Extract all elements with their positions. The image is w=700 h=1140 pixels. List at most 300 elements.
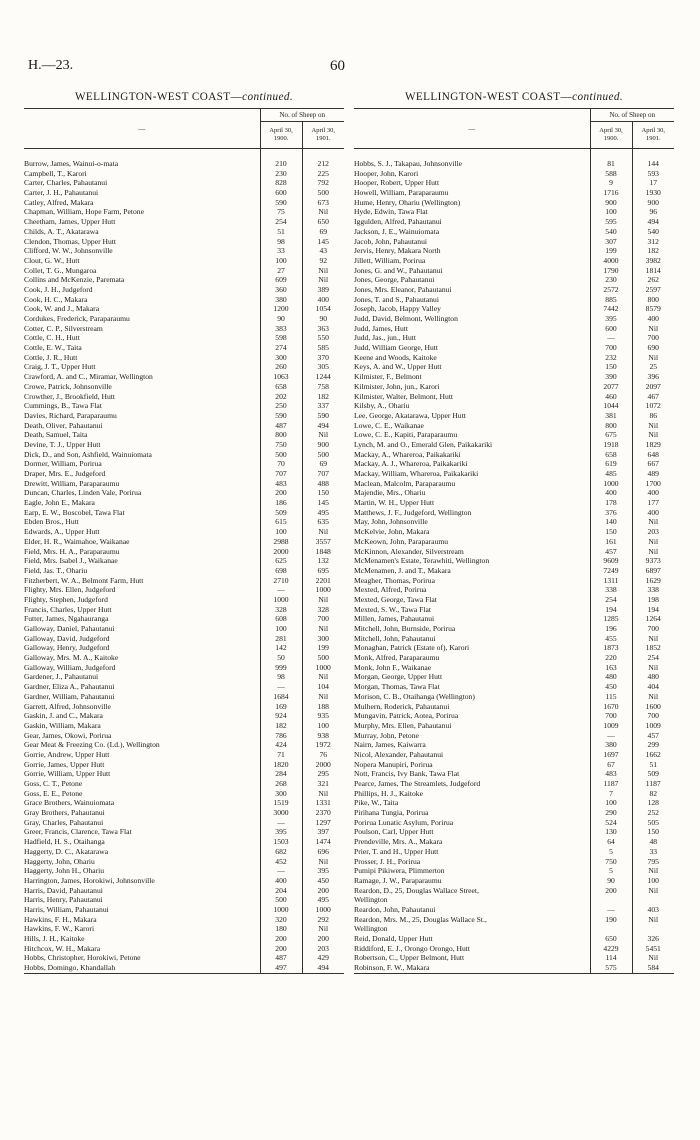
sheep-1900: 9609 xyxy=(590,556,632,566)
sheep-1901: 590 xyxy=(317,410,329,420)
sheep-1900: 232 xyxy=(590,353,632,363)
sheep-1900: 5 xyxy=(590,847,632,857)
table-row xyxy=(354,808,674,818)
owner-name: Keene and Woods, Kaitoke xyxy=(354,353,590,363)
sheep-1901: 480 xyxy=(647,672,659,682)
table-row xyxy=(24,246,344,256)
table-row xyxy=(24,643,344,653)
sheep-1901: 200 xyxy=(317,885,329,895)
table-row xyxy=(354,866,674,876)
sheep-1900: 700 xyxy=(590,343,632,353)
sheep-1901: 1930 xyxy=(645,188,661,198)
sheep-1900: 540 xyxy=(590,227,632,237)
owner-name: Murphy, Mrs. Ellen, Pahautanui xyxy=(354,721,590,731)
sheep-1901: 1054 xyxy=(315,304,331,314)
table-row xyxy=(354,362,674,372)
table-row xyxy=(24,372,344,382)
sheep-1900: 1000 xyxy=(260,595,302,605)
owner-name: Monaghan, Patrick (Estate of), Karori xyxy=(354,643,590,653)
sheep-1900: 3000 xyxy=(260,808,302,818)
table-row xyxy=(24,682,344,692)
sheep-1901: 429 xyxy=(317,953,329,963)
sheep-1900: 509 xyxy=(260,508,302,518)
sheep-1900: 485 xyxy=(590,469,632,479)
sheep-1901: 550 xyxy=(317,333,329,343)
sheep-1901: Nil xyxy=(648,352,659,362)
sheep-1901: 1000 xyxy=(315,662,331,672)
spacer-cell xyxy=(24,149,260,160)
table-row xyxy=(24,275,344,285)
sheep-1900: 1670 xyxy=(590,702,632,712)
owner-name: Crowe, Patrick, Johnsonville xyxy=(24,382,260,392)
sheep-1901: Nil xyxy=(318,788,329,798)
owner-name: Morgan, Thomas, Tawa Flat xyxy=(354,682,590,692)
sheep-1901: 363 xyxy=(317,323,329,333)
owner-name: Iggulden, Alfred, Pahautanui xyxy=(354,217,590,227)
year-1901-header xyxy=(632,122,674,149)
owner-name: McKeown, John, Paraparaumu xyxy=(354,537,590,547)
table-row xyxy=(24,866,344,876)
owner-name: Robertson, C., Upper Belmont, Hutt xyxy=(354,953,590,963)
sheep-1900: 27 xyxy=(260,266,302,276)
sheep-1901: 225 xyxy=(317,168,329,178)
owner-name: Judd, David, Belmont, Wellington xyxy=(354,314,590,324)
owner-name: Lynch, M. and O., Emerald Glen, Paikakariki xyxy=(354,440,590,450)
spacer-cell xyxy=(354,149,590,160)
sheep-1901: 48 xyxy=(649,837,658,847)
owner-name: Goss, E. E., Petone xyxy=(24,789,260,799)
spacer-cell xyxy=(260,149,302,160)
table-row xyxy=(24,595,344,605)
sheep-1900: 500 xyxy=(260,450,302,460)
sheep-1901: 150 xyxy=(317,488,329,498)
table-row xyxy=(354,837,674,847)
sheep-1900: 924 xyxy=(260,711,302,721)
table-row xyxy=(354,217,674,227)
sheep-1901: 1700 xyxy=(645,478,661,488)
sheep-1900: 1820 xyxy=(260,760,302,770)
sheep-1901: 1629 xyxy=(645,575,661,585)
owner-name: Haggerty, John H., Ohariu xyxy=(24,866,260,876)
sheep-1900: 595 xyxy=(590,217,632,227)
sheep-1901: 2597 xyxy=(645,284,661,294)
sheep-1900: 64 xyxy=(590,837,632,847)
owner-name: Meagher, Thomas, Porirua xyxy=(354,576,590,586)
table-row xyxy=(354,944,674,954)
sheep-1901: 33 xyxy=(649,846,658,856)
owner-name: Gaskin, William, Makara xyxy=(24,721,260,731)
owner-name: May, John, Johnsonville xyxy=(354,517,590,527)
table-row xyxy=(354,663,674,673)
sheep-1900: 2000 xyxy=(260,547,302,557)
owner-name: Jones, George, Pahautanui xyxy=(354,275,590,285)
owner-name: Robinson, F. W., Makara xyxy=(354,963,590,973)
table-row xyxy=(354,915,674,925)
sheep-1900: 390 xyxy=(590,372,632,382)
table-row xyxy=(354,421,674,431)
sheep-1901: 203 xyxy=(647,527,659,537)
sheep-1901: Nil xyxy=(648,662,659,672)
sheep-1900: 230 xyxy=(590,275,632,285)
table-row xyxy=(24,527,344,537)
table-row xyxy=(24,440,344,450)
owner-name: Gardner, William, Pahautanui xyxy=(24,692,260,702)
sheep-1901: 700 xyxy=(317,614,329,624)
sheep-1900: 300 xyxy=(260,789,302,799)
sheep-1900: 450 xyxy=(590,682,632,692)
sheep-1900: 98 xyxy=(260,672,302,682)
owner-name: Jones, G. and W., Pahautanui xyxy=(354,266,590,276)
owner-name: Dormer, William, Porirua xyxy=(24,459,260,469)
sheep-1900: 51 xyxy=(260,227,302,237)
table-row xyxy=(24,692,344,702)
owner-name: Hobbs, Christopher, Horokiwi, Petone xyxy=(24,953,260,963)
owner-name: Cook, W. and J., Makara xyxy=(24,304,260,314)
owner-name: Mackay, William, Whareroa, Paikakariki xyxy=(354,469,590,479)
owner-name: Jervis, Henry, Makara North xyxy=(354,246,590,256)
sheep-1900: 4229 xyxy=(590,944,632,954)
table-row xyxy=(354,508,674,518)
owner-name: Drewitt, William, Paraparaumu xyxy=(24,479,260,489)
sheep-1901: Nil xyxy=(648,536,659,546)
table-row xyxy=(354,469,674,479)
sheep-1901: 635 xyxy=(317,517,329,527)
owner-name: Wellington xyxy=(354,895,590,905)
owner-name: Mackay, A. J., Whareroa, Paikakariki xyxy=(354,459,590,469)
table-row xyxy=(24,779,344,789)
table-row xyxy=(354,847,674,857)
section-title-suffix: continued. xyxy=(572,91,624,103)
table-row xyxy=(354,382,674,392)
sheep-1901: 488 xyxy=(317,478,329,488)
owner-name: Clendon, Thomas, Upper Hutt xyxy=(24,237,260,247)
sheep-1901: 6897 xyxy=(645,565,661,575)
sheep-1900: 2710 xyxy=(260,576,302,586)
owner-name: Mexted, S. W., Tawa Flat xyxy=(354,605,590,615)
table-row xyxy=(24,731,344,741)
sheep-1900: 2077 xyxy=(590,382,632,392)
owner-name: Murray, John, Petone xyxy=(354,731,590,741)
date1-line1: April 30, xyxy=(269,127,293,134)
table-row xyxy=(24,343,344,353)
sheep-1900: 380 xyxy=(590,740,632,750)
owner-name: McKinnon, Alexander, Silverstream xyxy=(354,547,590,557)
table-row xyxy=(354,353,674,363)
sheep-1901: 104 xyxy=(317,682,329,692)
table-row xyxy=(354,934,674,944)
table-row xyxy=(24,188,344,198)
sheep-1900: 254 xyxy=(590,595,632,605)
owner-name: Gear, James, Okowi, Porirua xyxy=(24,731,260,741)
owner-name: Mexted, Alfred, Porirua xyxy=(354,585,590,595)
sheep-1901: 540 xyxy=(647,226,659,236)
table-row xyxy=(354,857,674,867)
table-row xyxy=(24,411,344,421)
owner-name: Mitchell, John, Burnside, Porirua xyxy=(354,624,590,634)
sheep-1901: Nil xyxy=(318,594,329,604)
owner-name: Devine, T. J., Upper Hutt xyxy=(24,440,260,450)
sheep-1900: 500 xyxy=(260,895,302,905)
sheep-1901: 312 xyxy=(647,236,659,246)
table-row xyxy=(24,285,344,295)
sheep-1901: 400 xyxy=(317,294,329,304)
sheep-table-left xyxy=(24,108,344,974)
table-row xyxy=(24,547,344,557)
sheep-1900: 800 xyxy=(590,421,632,431)
sheep-1900: 615 xyxy=(260,517,302,527)
table-row xyxy=(354,169,674,179)
sheep-1900: 182 xyxy=(260,721,302,731)
owner-name: Judd, Jas., jun., Hutt xyxy=(354,333,590,343)
sheep-1900: 196 xyxy=(590,624,632,634)
owner-name: Mungavin, Patrick, Aotea, Porirua xyxy=(354,711,590,721)
table-body xyxy=(24,149,344,974)
owner-name: Hadfield, H. S., Otaihanga xyxy=(24,837,260,847)
owner-name: Gear Meat & Freezing Co. (Ld.), Wellington xyxy=(24,740,260,750)
sheep-1900: 588 xyxy=(590,169,632,179)
owner-name: Garrett, Alfred, Johnsonville xyxy=(24,702,260,712)
sheep-1901: 150 xyxy=(647,827,659,837)
sheep-1901: 1972 xyxy=(315,740,331,750)
sheep-1901: 177 xyxy=(647,498,659,508)
sheep-1901: 450 xyxy=(317,875,329,885)
owner-name: Hooper, Robert, Upper Hutt xyxy=(354,178,590,188)
owner-name: Catley, Alfred, Makara xyxy=(24,198,260,208)
sheep-1901: 2000 xyxy=(315,759,331,769)
owner-name: Cottle, J. R., Hutt xyxy=(24,353,260,363)
sheep-1900: 90 xyxy=(260,314,302,324)
sheep-1901: Nil xyxy=(318,691,329,701)
sheep-1900: 658 xyxy=(260,382,302,392)
sheep-1901: 700 xyxy=(647,333,659,343)
sheep-1900: — xyxy=(260,585,302,595)
table-row xyxy=(354,721,674,731)
table-row xyxy=(24,837,344,847)
sheep-1900: — xyxy=(590,731,632,741)
table-row xyxy=(24,566,344,576)
sheep-1901 xyxy=(632,895,674,905)
sheep-1901: 397 xyxy=(317,827,329,837)
table-row xyxy=(24,924,344,934)
sheep-1901: 696 xyxy=(317,846,329,856)
owner-name: Ebden Bros., Hutt xyxy=(24,517,260,527)
sheep-1901: 144 xyxy=(647,159,659,168)
table-row xyxy=(354,333,674,343)
table-row xyxy=(354,285,674,295)
table-row xyxy=(354,498,674,508)
table-row xyxy=(24,266,344,276)
owner-name: Kilsby, A., Ohariu xyxy=(354,401,590,411)
sheep-1901: 262 xyxy=(647,275,659,285)
sheep-1901: 43 xyxy=(319,246,328,256)
owner-name: Francis, Charles, Upper Hutt xyxy=(24,605,260,615)
table-row xyxy=(354,653,674,663)
table-row xyxy=(24,605,344,615)
sheep-1901: 500 xyxy=(317,653,329,663)
sheep-1900: — xyxy=(260,866,302,876)
owner-name: Clout, G. W., Hutt xyxy=(24,256,260,266)
owner-name: Jillett, William, Porirua xyxy=(354,256,590,266)
sheep-1900: 98 xyxy=(260,237,302,247)
sheep-1901: 82 xyxy=(649,788,658,798)
table-row xyxy=(354,895,674,905)
sheep-1901: 337 xyxy=(317,401,329,411)
sheep-1901: 200 xyxy=(317,934,329,943)
date1-line1: April 30, xyxy=(599,127,623,134)
sheep-1901: 182 xyxy=(317,391,329,401)
sheep-1901: 2370 xyxy=(315,808,331,818)
owner-name: Joseph, Jacob, Happy Valley xyxy=(354,304,590,314)
table-row xyxy=(24,237,344,247)
table-row xyxy=(354,702,674,712)
sheep-1900: 142 xyxy=(260,643,302,653)
sheep-1900: 220 xyxy=(590,653,632,663)
sheep-1900: 300 xyxy=(260,353,302,363)
sheep-1901: 400 xyxy=(647,314,659,323)
sheep-1901: 2201 xyxy=(315,575,331,585)
owner-name: Futter, James, Ngahauranga xyxy=(24,614,260,624)
sheep-1900: 67 xyxy=(590,760,632,770)
owner-name: Cordukes, Frederick, Paraparaumu xyxy=(24,314,260,324)
sheep-1900: 70 xyxy=(260,459,302,469)
owner-name: Grace Brothers, Wainuiomata xyxy=(24,798,260,808)
owner-name: Reid, Donald, Upper Hutt xyxy=(354,934,590,944)
owner-name: Pumipi Pikiwera, Plimmerton xyxy=(354,866,590,876)
owner-name: Cook, H. C., Makara xyxy=(24,295,260,305)
sheep-1900: 1918 xyxy=(590,440,632,450)
section-title-text: WELLINGTON-WEST COAST— xyxy=(74,91,243,103)
sheep-1900: 1200 xyxy=(260,304,302,314)
owner-name: Cottle, C. H., Hutt xyxy=(24,333,260,343)
sheep-1900: 130 xyxy=(590,827,632,837)
sheep-1901: 1474 xyxy=(315,837,331,847)
sheep-1900: 200 xyxy=(260,944,302,954)
table-row xyxy=(354,401,674,411)
date2-line1: April 30, xyxy=(641,127,665,134)
table-row xyxy=(354,237,674,247)
sheep-1901: 1662 xyxy=(645,749,661,759)
table-row xyxy=(354,198,674,208)
table-row xyxy=(24,818,344,828)
sheep-1901: 17 xyxy=(649,178,658,188)
sheep-1901: Nil xyxy=(648,866,659,876)
sheep-1901: 1000 xyxy=(315,585,331,595)
sheep-1900: 115 xyxy=(590,692,632,702)
sheep-1901: 395 xyxy=(317,866,329,876)
sheep-1900: 590 xyxy=(260,198,302,208)
owner-name: Morgan, George, Upper Hutt xyxy=(354,672,590,682)
sheep-1900: 161 xyxy=(590,537,632,547)
sheep-1901: 1009 xyxy=(645,720,661,730)
sheep-1900: 400 xyxy=(590,488,632,498)
owner-name: Morison, C. B., Otaihanga (Wellington) xyxy=(354,692,590,702)
table-row xyxy=(24,198,344,208)
owner-name: Hyde, Edwin, Tawa Flat xyxy=(354,207,590,217)
table-row xyxy=(24,963,344,973)
sheep-1900: 497 xyxy=(260,963,302,973)
owner-name: Hawkins, F. H., Makara xyxy=(24,915,260,925)
sheep-1901: Nil xyxy=(648,953,659,963)
owner-name: Prier, T. and H., Upper Hutt xyxy=(354,847,590,857)
owner-name: Prendeville, Mrs. A., Makara xyxy=(354,837,590,847)
table-row xyxy=(24,159,344,169)
sheep-1900: 457 xyxy=(590,547,632,557)
owner-name: McKelvie, John, Makara xyxy=(354,527,590,537)
table-row xyxy=(354,159,674,169)
sheep-1901: 86 xyxy=(649,410,658,420)
owner-name: Pike, W., Taita xyxy=(354,798,590,808)
table-row xyxy=(354,178,674,188)
table-row xyxy=(24,556,344,566)
sheep-1900: 380 xyxy=(260,295,302,305)
sheep-1900: 178 xyxy=(590,498,632,508)
sheep-1901: Nil xyxy=(318,265,329,275)
spacer-cell xyxy=(590,149,632,160)
owner-name: Nopera Manupiri, Porirua xyxy=(354,760,590,770)
sheep-1900: 2988 xyxy=(260,537,302,547)
sheep-1900: 2572 xyxy=(590,285,632,295)
spacer-row xyxy=(24,149,344,160)
sheep-1900: 1285 xyxy=(590,614,632,624)
owner-name: Jones, Mrs. Eleanor, Pahautanui xyxy=(354,285,590,295)
sheep-1901: 505 xyxy=(647,817,659,827)
date2-line2: 1901. xyxy=(645,135,661,142)
table-row xyxy=(354,779,674,789)
sheep-1901: 1829 xyxy=(645,439,661,449)
table-row xyxy=(24,508,344,518)
table-row xyxy=(24,382,344,392)
sheep-1901: 389 xyxy=(317,284,329,294)
sheep-1900: 750 xyxy=(260,440,302,450)
sheep-1901: 194 xyxy=(647,604,659,614)
sheep-1901: Nil xyxy=(318,672,329,682)
sheep-1900: 600 xyxy=(590,324,632,334)
sheep-1901: Nil xyxy=(648,914,659,924)
sheep-1901: 338 xyxy=(647,585,659,595)
sheep-1900: 675 xyxy=(590,430,632,440)
table-row xyxy=(24,430,344,440)
owner-name: Galloway, Henry, Judgeford xyxy=(24,643,260,653)
table-row xyxy=(354,440,674,450)
sheep-1900: 281 xyxy=(260,634,302,644)
sheep-count-header: No. of Sheep on xyxy=(590,109,674,122)
sheep-1901: Nil xyxy=(648,691,659,701)
sheep-1900: 452 xyxy=(260,857,302,867)
sheep-1900: 828 xyxy=(260,178,302,188)
sheep-1900: 169 xyxy=(260,702,302,712)
sheep-1900: 381 xyxy=(590,411,632,421)
sheep-1900: 230 xyxy=(260,169,302,179)
sheep-1900: 1716 xyxy=(590,188,632,198)
table-row xyxy=(354,576,674,586)
sheep-1901: 404 xyxy=(647,682,659,692)
table-row xyxy=(24,459,344,469)
table-row xyxy=(354,479,674,489)
sheep-1900: — xyxy=(260,682,302,692)
sheep-1900: 1873 xyxy=(590,643,632,653)
sheep-1901: 1264 xyxy=(645,614,661,624)
table-row xyxy=(24,401,344,411)
sheep-1901: 76 xyxy=(319,749,328,759)
right-column xyxy=(354,86,674,974)
table-row xyxy=(354,392,674,402)
table-row xyxy=(354,324,674,334)
sheep-1901: 648 xyxy=(647,449,659,459)
section-title-text: WELLINGTON-WEST COAST— xyxy=(404,91,573,103)
sheep-1901: 3982 xyxy=(645,255,661,265)
table-body xyxy=(354,149,674,974)
owner-name: Gorrie, Andrew, Upper Hutt xyxy=(24,750,260,760)
